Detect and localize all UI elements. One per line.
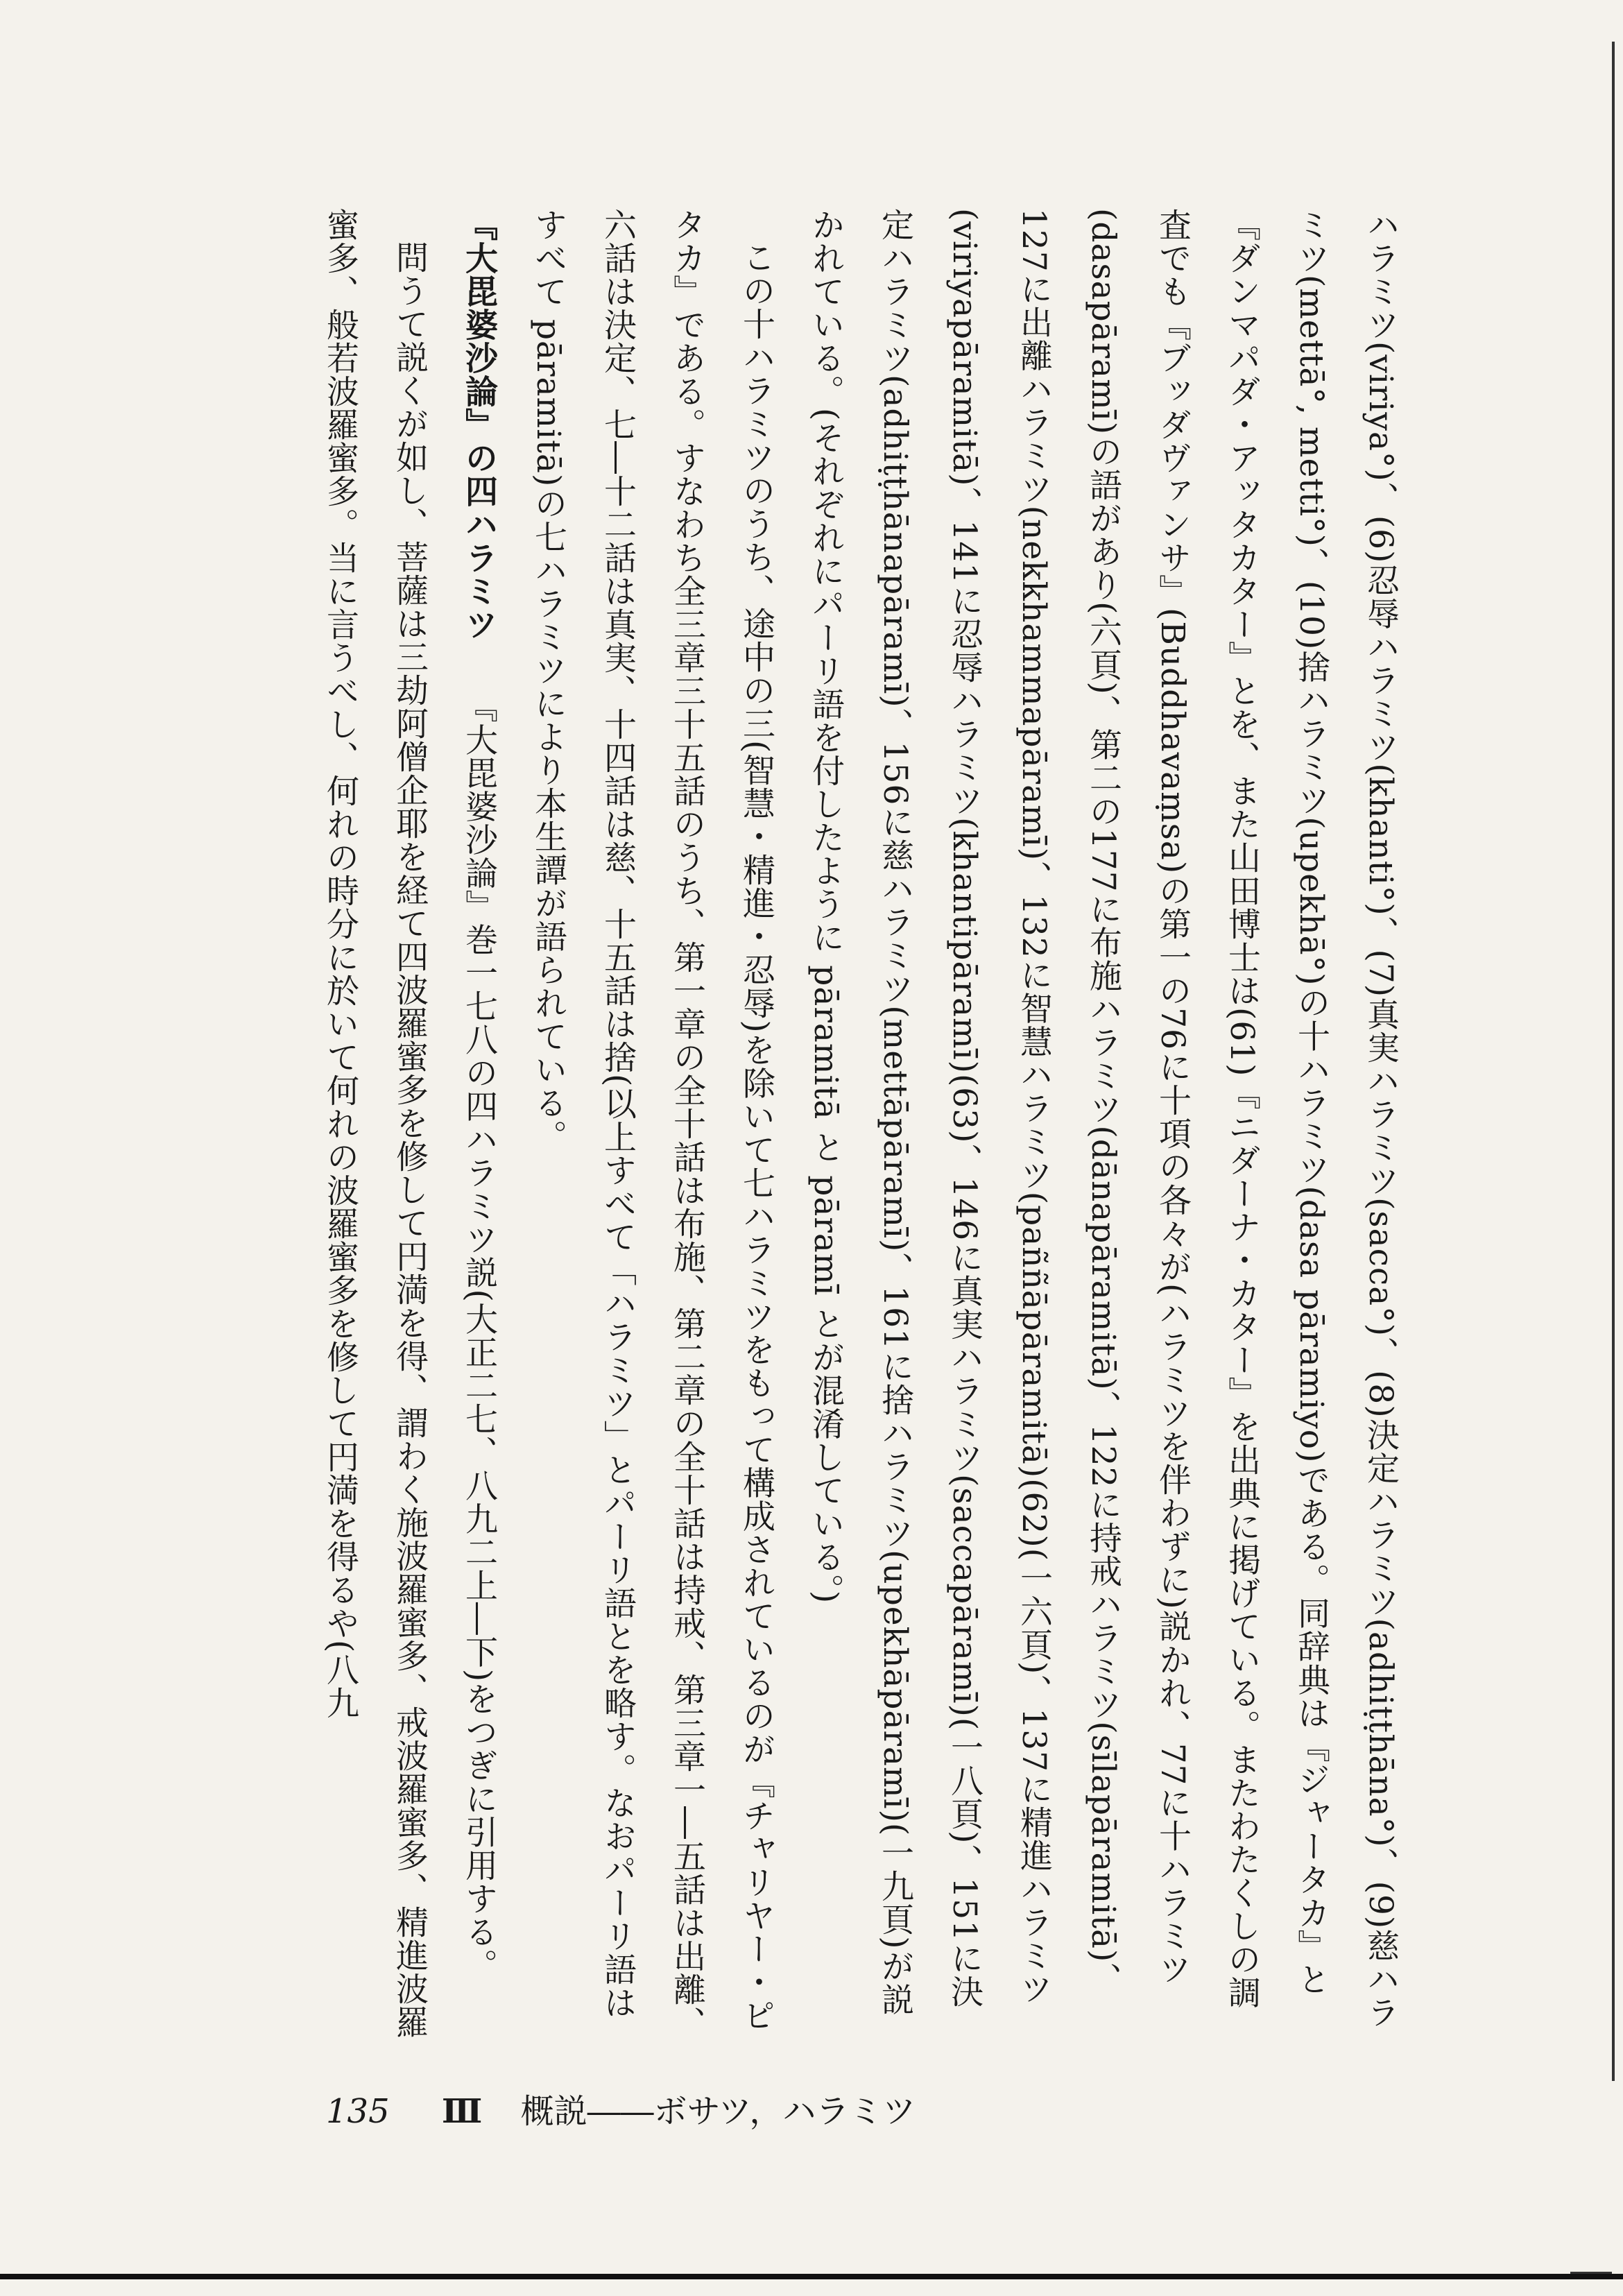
right-edge-rule (1612, 42, 1615, 2081)
chapter-number: Ⅲ (441, 2092, 483, 2131)
section-intro-text: 『大毘婆沙論』巻一七八の四ハラミツ説(大正二七、八九二上―下)をつぎに引用する。 (460, 689, 498, 1982)
section-heading: 『大毘婆沙論』の四ハラミツ (460, 208, 498, 641)
paragraph-vibhasa (444, 208, 513, 2039)
page-footer (326, 2084, 916, 2132)
paragraph-quote: 問うて説くが如し、菩薩は三劫阿僧企耶を経て四波羅蜜多を修して円満を得、謂わく施波羅蜜多、戒波羅蜜多、精進波羅蜜多、般若波羅蜜多。当に言うべし、何れの時分に於いて何れの波羅蜜多を修して円満を得るや(八九 (321, 208, 429, 2039)
paragraph-cariyapitaka: この十ハラミツのうち、途中の三(智慧・精進・忍辱)を除いて七ハラミツをもって構成されているのが『チャリヤー・ピタカ』である。すなわち全三章三十五話のうち、第一章の全十話は布施、第二章の全十話は持戒、第三章一―五話は出離、六話は決定、七―十二話は真実、十四話は慈、十五話は捨(以上すべて「ハラミツ」とパーリ語とを略す。なおパーリ語はすべて pāramitā)の七ハラミツにより本生譚が語られている。 (529, 208, 775, 2039)
page-number: 135 (326, 2092, 390, 2131)
bottom-edge-rule (0, 2274, 1623, 2279)
corner-tick (1570, 2272, 1612, 2274)
running-title: 概説――ボサツ，ハラミツ (520, 2092, 916, 2131)
paragraph-pāramī-list: ハラミツ(viriya°)、(6)忍辱ハラミツ(khanti°)、(7)真実ハラミツ(sacca°)、(8)決定ハラミツ(adhiṭṭhāna°)、(9)慈ハラミツ(mettā°, metti°)、(10)捨ハラミツ(upekhā°)の十ハラミツ(dasa pāramiyo)である。同辞典は『ジャータカ』と『ダンマパダ・アッタカター』とを、また山田博士は(61)『ニダーナ・カター』を出典に掲げている。またわたくしの調査でも『ブッダヴァンサ』(Buddhavaṃsa)の第一の76に十項の各々が(ハラミツを伴わずに)説かれ、77に十ハラミツ(dasapāramī)の語があり(六頁)、第二の177に布施ハラミツ(dānapāramitā)、122に持戒ハラミツ(sīlapāramitā)、127に出離ハラミツ(nekkhammapāramī)、132に智慧ハラミツ(paññāpāramitā)(62)(一六頁)、137に精進ハラミツ(viriyapāramitā)、141に忍辱ハラミツ(khantipāramī)(63)、146に真実ハラミツ(saccapāramī)(一八頁)、151に決定ハラミツ(adhiṭṭhānapāramī)、156に慈ハラミツ(mettāpāramī)、161に捨ハラミツ(upekhāpāramī)(一九頁)が説かれている。(それぞれにパーリ語を付したように pāramitā と pāramī とが混淆している。) (807, 208, 1400, 2030)
main-text (305, 208, 1415, 2039)
